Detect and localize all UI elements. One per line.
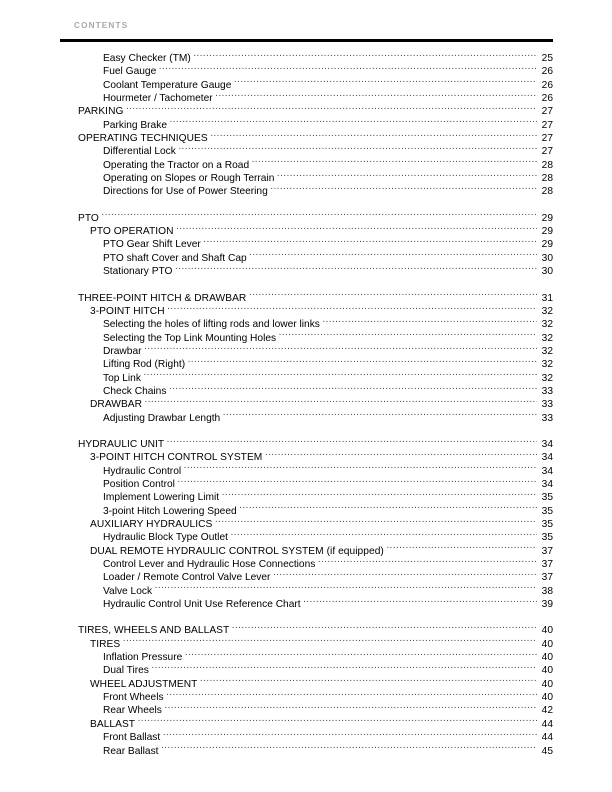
toc-entry[interactable] xyxy=(60,51,553,64)
toc-entry-page-number: 40 xyxy=(541,625,553,637)
toc-entry-page-number: 40 xyxy=(541,665,553,677)
toc-dot-leader xyxy=(164,702,536,712)
toc-dot-leader xyxy=(163,729,537,739)
toc-entry[interactable] xyxy=(60,131,553,144)
toc-entry-page-number: 44 xyxy=(541,732,553,744)
toc-dot-leader xyxy=(215,516,537,526)
toc-entry-page-number: 40 xyxy=(541,652,553,664)
toc-entry-page-number: 27 xyxy=(541,133,553,145)
toc-dot-leader xyxy=(249,250,536,260)
toc-entry-page-number: 34 xyxy=(541,465,553,477)
toc-entry-page-number: 35 xyxy=(541,519,553,530)
toc-entry-page-number: 26 xyxy=(541,93,553,105)
toc-entry[interactable] xyxy=(60,450,553,463)
toc-entry-title: THREE-POINT HITCH & DRAWBAR xyxy=(78,292,247,304)
toc-entry-page-number: 35 xyxy=(541,532,553,544)
toc-entry-page-number: 26 xyxy=(541,79,553,91)
toc-entry-page-number: 33 xyxy=(541,399,553,411)
toc-entry[interactable] xyxy=(60,251,553,264)
toc-dot-leader xyxy=(270,183,536,193)
toc-dot-leader xyxy=(176,223,537,233)
toc-entry[interactable] xyxy=(60,637,553,650)
toc-entry-title: Selecting the holes of lifting rods and lower links xyxy=(103,319,320,331)
toc-entry-title: HYDRAULIC UNIT xyxy=(78,438,165,450)
toc-entry-title: DUAL REMOTE HYDRAULIC CONTROL SYSTEM (if equipped) xyxy=(90,545,384,557)
toc-entry[interactable] xyxy=(60,211,553,224)
toc-dot-leader xyxy=(151,662,536,672)
toc-entry-page-number: 27 xyxy=(541,106,553,118)
toc-dot-leader xyxy=(123,636,537,646)
toc-entry[interactable] xyxy=(60,64,553,77)
toc-entry-title: OPERATING TECHNIQUES xyxy=(78,133,208,145)
toc-entry-title: Front Wheels xyxy=(103,692,164,704)
toc-entry-title: 3-POINT HITCH CONTROL SYSTEM xyxy=(90,452,263,464)
toc-entry[interactable] xyxy=(60,384,553,397)
toc-dot-leader xyxy=(159,63,537,73)
toc-entry[interactable] xyxy=(60,464,553,477)
toc-entry-page-number: 33 xyxy=(541,412,553,424)
toc-dot-leader xyxy=(178,143,536,153)
toc-dot-leader xyxy=(322,316,536,326)
toc-dot-leader xyxy=(185,649,537,659)
toc-entry-title: BALLAST xyxy=(90,718,136,730)
toc-entry-title: Differential Lock xyxy=(103,146,176,158)
toc-entry[interactable] xyxy=(60,237,553,250)
header-divider-rule xyxy=(60,39,553,42)
toc-entry-page-number: 45 xyxy=(541,745,553,757)
toc-entry[interactable] xyxy=(60,317,553,330)
toc-entry-title: TIRES, WHEELS AND BALLAST xyxy=(78,625,230,637)
toc-entry[interactable] xyxy=(60,224,553,237)
toc-entry-page-number: 25 xyxy=(541,53,553,64)
toc-entry[interactable] xyxy=(60,623,553,636)
toc-entry[interactable] xyxy=(60,544,553,557)
toc-entry-title: Rear Wheels xyxy=(103,705,162,717)
toc-entry-page-number: 32 xyxy=(541,345,553,357)
toc-dot-leader xyxy=(249,290,537,300)
toc-dot-leader xyxy=(234,77,537,87)
toc-dot-leader xyxy=(252,157,537,167)
toc-entry-page-number: 37 xyxy=(541,559,553,571)
toc-entry[interactable] xyxy=(60,344,553,357)
toc-entry[interactable] xyxy=(60,118,553,131)
toc-entry-title: TIRES xyxy=(90,638,121,650)
toc-entry-title: Stationary PTO xyxy=(103,266,173,278)
toc-dot-leader xyxy=(126,103,537,113)
toc-entry-page-number: 42 xyxy=(541,705,553,717)
toc-entry-title: Drawbar xyxy=(103,345,142,357)
toc-entry-title: Top Link xyxy=(103,372,141,384)
toc-dot-leader xyxy=(215,90,536,100)
toc-entry-page-number: 27 xyxy=(541,119,553,131)
running-header-contents: CONTENTS xyxy=(74,21,129,30)
toc-entry[interactable] xyxy=(60,690,553,703)
toc-dot-leader xyxy=(169,383,537,393)
toc-entry-title: Control Lever and Hydraulic Hose Connections xyxy=(103,559,316,571)
toc-dot-leader xyxy=(318,556,537,566)
toc-entry-page-number: 29 xyxy=(541,239,553,251)
toc-entry-page-number: 37 xyxy=(541,545,553,557)
toc-entry[interactable] xyxy=(60,717,553,730)
toc-entry[interactable] xyxy=(60,744,553,757)
toc-entry-title: Selecting the Top Link Mounting Holes xyxy=(103,332,277,344)
toc-entry[interactable] xyxy=(60,331,553,344)
toc-entry[interactable] xyxy=(60,663,553,676)
toc-entry-title: PTO shaft Cover and Shaft Cap xyxy=(103,252,247,264)
toc-entry[interactable] xyxy=(60,304,553,317)
toc-entry-title: Lifting Rod (Right) xyxy=(103,359,186,371)
toc-dot-leader xyxy=(386,543,536,553)
toc-entry[interactable] xyxy=(60,597,553,610)
toc-entry-page-number: 32 xyxy=(541,372,553,384)
toc-entry[interactable] xyxy=(60,291,553,304)
toc-entry[interactable] xyxy=(60,104,553,117)
toc-entry-page-number: 40 xyxy=(541,692,553,704)
toc-entry-title: Coolant Temperature Gauge xyxy=(103,79,232,91)
toc-dot-leader xyxy=(265,449,537,459)
toc-entry-page-number: 28 xyxy=(541,173,553,185)
toc-dot-leader xyxy=(273,569,537,579)
toc-dot-leader xyxy=(167,303,536,313)
toc-entry[interactable] xyxy=(60,91,553,104)
toc-dot-leader xyxy=(203,236,536,246)
toc-dot-leader xyxy=(230,529,536,539)
toc-entry[interactable] xyxy=(60,650,553,663)
toc-entry[interactable] xyxy=(60,703,553,716)
toc-entry-title: Directions for Use of Power Steering xyxy=(103,186,268,198)
toc-entry-title: PTO OPERATION xyxy=(90,226,174,238)
toc-entry[interactable] xyxy=(60,490,553,503)
toc-entry[interactable] xyxy=(60,557,553,570)
toc-entry[interactable] xyxy=(60,264,553,277)
toc-dot-leader xyxy=(279,330,537,340)
toc-entry-page-number: 33 xyxy=(541,385,553,397)
toc-entry-title: PTO Gear Shift Lever xyxy=(103,239,201,251)
toc-dot-leader xyxy=(184,463,537,473)
toc-entry[interactable] xyxy=(60,517,553,530)
toc-entry[interactable] xyxy=(60,677,553,690)
toc-entry-page-number: 28 xyxy=(541,159,553,171)
toc-dot-leader xyxy=(210,130,536,140)
toc-entry-page-number: 30 xyxy=(541,252,553,264)
toc-entry-title: Parking Brake xyxy=(103,119,167,131)
toc-entry-page-number: 34 xyxy=(541,478,553,490)
toc-entry[interactable] xyxy=(60,570,553,583)
toc-entry[interactable] xyxy=(60,184,553,197)
toc-entry-title: Valve Lock xyxy=(103,585,153,597)
toc-entry-title: Hydraulic Block Type Outlet xyxy=(103,532,228,544)
toc-entry[interactable] xyxy=(60,357,553,370)
toc-entry-title: Hourmeter / Tachometer xyxy=(103,93,213,105)
toc-dot-leader xyxy=(170,117,537,127)
toc-entry-page-number: 38 xyxy=(541,585,553,597)
toc-dot-leader xyxy=(144,343,537,353)
toc-entry-page-number: 34 xyxy=(541,452,553,464)
toc-entry-page-number: 30 xyxy=(541,266,553,278)
toc-entry-page-number: 40 xyxy=(541,638,553,650)
toc-dot-leader xyxy=(177,476,536,486)
toc-entry-title: Inflation Pressure xyxy=(103,652,183,664)
toc-dot-leader xyxy=(239,503,536,513)
toc-entry-page-number: 29 xyxy=(541,212,553,224)
toc-dot-leader xyxy=(145,396,537,406)
toc-entry-title: Dual Tires xyxy=(103,665,149,677)
toc-entry[interactable] xyxy=(60,397,553,410)
toc-entry-page-number: 32 xyxy=(541,359,553,371)
toc-dot-leader xyxy=(161,743,537,753)
toc-dot-leader xyxy=(303,596,536,606)
toc-entry-title: Check Chains xyxy=(103,385,167,397)
toc-dot-leader xyxy=(166,689,536,699)
toc-entry[interactable] xyxy=(60,158,553,171)
toc-entry-title: Hydraulic Control Unit Use Reference Chart xyxy=(103,599,301,611)
toc-dot-leader xyxy=(223,410,537,420)
toc-entry-title: 3-POINT HITCH xyxy=(90,305,165,317)
toc-entry-title: Adjusting Drawbar Length xyxy=(103,412,221,424)
toc-dot-leader xyxy=(232,622,537,632)
toc-entry-title: PTO xyxy=(78,212,99,224)
toc-entry-page-number: 37 xyxy=(541,572,553,584)
toc-dot-leader xyxy=(155,583,537,593)
toc-entry-page-number: 35 xyxy=(541,505,553,517)
toc-entry-page-number: 26 xyxy=(541,66,553,78)
toc-entry-title: Hydraulic Control xyxy=(103,465,182,477)
toc-entry[interactable] xyxy=(60,171,553,184)
toc-entry[interactable] xyxy=(60,78,553,91)
toc-entry-page-number: 40 xyxy=(541,678,553,690)
toc-dot-leader xyxy=(222,489,537,499)
toc-entry-page-number: 32 xyxy=(541,319,553,331)
toc-entry-title: Rear Ballast xyxy=(103,745,159,757)
toc-entry[interactable] xyxy=(60,584,553,597)
toc-entry-page-number: 31 xyxy=(541,292,553,304)
toc-entry-title: Front Ballast xyxy=(103,732,161,744)
toc-entry-page-number: 32 xyxy=(541,305,553,317)
toc-dot-leader xyxy=(143,370,536,380)
toc-entry-page-number: 34 xyxy=(541,438,553,450)
toc-entry-page-number: 27 xyxy=(541,146,553,158)
toc-entry-title: Fuel Gauge xyxy=(103,66,157,78)
toc-entry-page-number: 28 xyxy=(541,186,553,198)
toc-entry-title: Easy Checker (TM) xyxy=(103,53,191,64)
toc-dot-leader xyxy=(175,263,537,273)
toc-entry-page-number: 44 xyxy=(541,718,553,730)
toc-entry-title: Operating on Slopes or Rough Terrain xyxy=(103,173,275,185)
toc-entry-title: PARKING xyxy=(78,106,124,118)
toc-entry-title: DRAWBAR xyxy=(90,399,143,411)
toc-dot-leader xyxy=(138,716,537,726)
table-of-contents xyxy=(60,51,553,757)
toc-entry-title: WHEEL ADJUSTMENT xyxy=(90,678,198,690)
toc-entry-title: Implement Lowering Limit xyxy=(103,492,220,504)
toc-entry-title: Position Control xyxy=(103,478,175,490)
toc-entry[interactable] xyxy=(60,530,553,543)
toc-dot-leader xyxy=(101,210,536,220)
toc-dot-leader xyxy=(167,436,537,446)
toc-entry-title: 3-point Hitch Lowering Speed xyxy=(103,505,237,517)
toc-entry-title: Operating the Tractor on a Road xyxy=(103,159,250,171)
toc-entry[interactable] xyxy=(60,477,553,490)
toc-dot-leader xyxy=(277,170,537,180)
toc-entry-page-number: 29 xyxy=(541,226,553,238)
toc-entry-title: AUXILIARY HYDRAULICS xyxy=(90,519,213,530)
toc-entry[interactable] xyxy=(60,437,553,450)
toc-entry-page-number: 35 xyxy=(541,492,553,504)
toc-entry-title: Loader / Remote Control Valve Lever xyxy=(103,572,271,584)
toc-entry-page-number: 39 xyxy=(541,599,553,611)
toc-entry[interactable] xyxy=(60,411,553,424)
toc-dot-leader xyxy=(200,676,537,686)
toc-dot-leader xyxy=(188,356,537,366)
toc-entry-page-number: 32 xyxy=(541,332,553,344)
toc-entry[interactable] xyxy=(60,504,553,517)
toc-dot-leader xyxy=(193,50,536,60)
toc-entry[interactable] xyxy=(60,144,553,157)
toc-entry[interactable] xyxy=(60,371,553,384)
toc-entry[interactable] xyxy=(60,730,553,743)
